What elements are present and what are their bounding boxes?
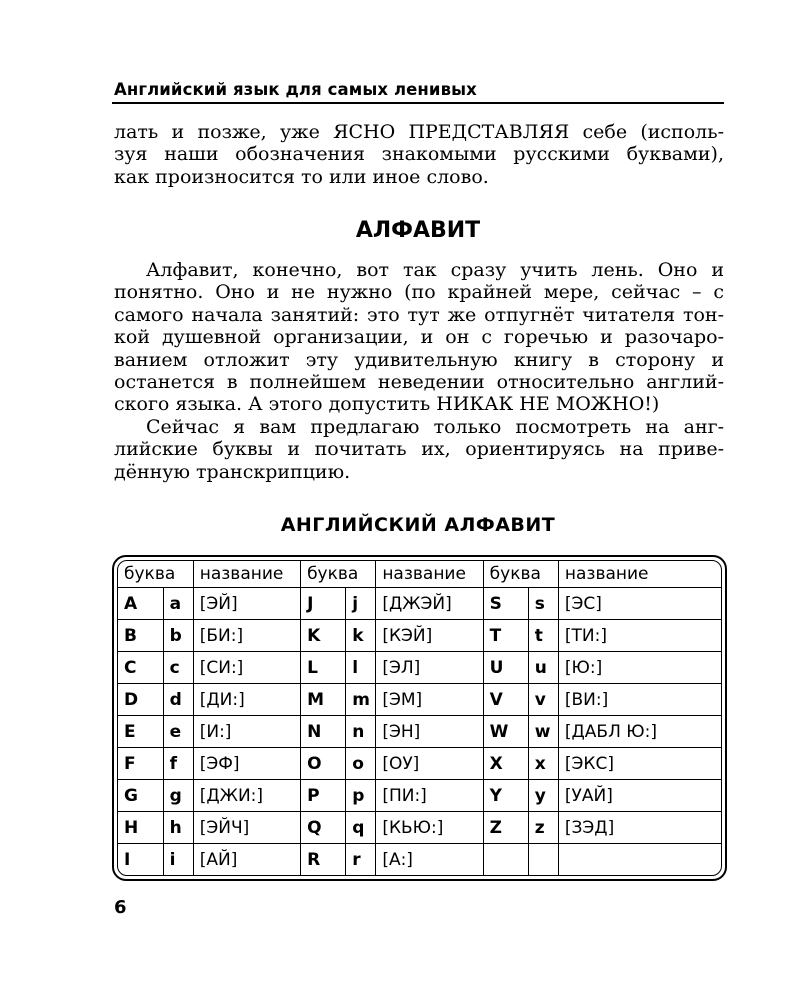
letter-name: [ЭМ] [376, 684, 483, 716]
column-header-letter: буква [301, 561, 376, 588]
lowercase-letter: t [528, 620, 558, 652]
uppercase-letter: T [483, 620, 528, 652]
uppercase-letter: M [301, 684, 346, 716]
letter-name: [БИ:] [193, 620, 300, 652]
alphabet-table-title: АНГЛИЙСКИЙ АЛФАВИТ [280, 514, 556, 536]
table-row [118, 780, 721, 812]
uppercase-letter: L [301, 652, 346, 684]
table-row [118, 652, 721, 684]
table-row [118, 716, 721, 748]
column-header-letter: буква [483, 561, 558, 588]
table-row [118, 588, 721, 620]
text-line: кой душевной организации, и он с горечью и разочаро- [114, 326, 724, 349]
column-header-letter: буква [118, 561, 193, 588]
paragraph-suggestion [114, 416, 724, 483]
lowercase-letter [528, 844, 558, 876]
letter-name: [СИ:] [193, 652, 300, 684]
page-number: 6 [114, 897, 127, 918]
lowercase-letter: m [346, 684, 376, 716]
uppercase-letter: K [301, 620, 346, 652]
letter-name: [АЙ] [193, 844, 300, 876]
lowercase-letter: q [346, 812, 376, 844]
lowercase-letter: h [163, 812, 193, 844]
text-line: ванием отложит эту удивительную книгу в сторону и [114, 348, 724, 371]
text-line: лать и позже, уже ЯСНО ПРЕДСТАВЛЯЯ себе (исполь- [114, 121, 724, 143]
uppercase-letter: J [301, 588, 346, 620]
lowercase-letter: y [528, 780, 558, 812]
letter-name: [ТИ:] [558, 620, 721, 652]
lowercase-letter: l [346, 652, 376, 684]
table-row [118, 748, 721, 780]
uppercase-letter: Y [483, 780, 528, 812]
letter-name: [ДАБЛ Ю:] [558, 716, 721, 748]
lowercase-letter: w [528, 716, 558, 748]
running-head: Английский язык для самых ленивых [114, 80, 477, 99]
letter-name: [КЭЙ] [376, 620, 483, 652]
paragraph-alphabet-intro [114, 259, 724, 416]
uppercase-letter: Z [483, 812, 528, 844]
uppercase-letter: Q [301, 812, 346, 844]
uppercase-letter: P [301, 780, 346, 812]
lowercase-letter: k [346, 620, 376, 652]
table-row [118, 812, 721, 844]
uppercase-letter: X [483, 748, 528, 780]
lowercase-letter: s [528, 588, 558, 620]
lowercase-letter: j [346, 588, 376, 620]
table-row [118, 620, 721, 652]
header-rule [112, 102, 724, 104]
letter-name: [А:] [376, 844, 483, 876]
letter-name: [ДЖЭЙ] [376, 588, 483, 620]
alphabet-table-frame [112, 555, 727, 881]
letter-name: [УАЙ] [558, 780, 721, 812]
lowercase-letter: x [528, 748, 558, 780]
letter-name [558, 844, 721, 876]
uppercase-letter: O [301, 748, 346, 780]
text-line: Сейчас я вам предлагаю только посмотреть на анг- [146, 416, 724, 438]
table-header-row [118, 561, 721, 588]
letter-name: [ЭФ] [193, 748, 300, 780]
lowercase-letter: v [528, 684, 558, 716]
uppercase-letter: U [483, 652, 528, 684]
letter-name: [КЬЮ:] [376, 812, 483, 844]
lowercase-letter: b [163, 620, 193, 652]
lowercase-letter: n [346, 716, 376, 748]
column-header-name: название [376, 561, 483, 588]
text-line: Алфавит, конечно, вот так сразу учить лень. Оно и [146, 259, 724, 281]
lowercase-letter: o [346, 748, 376, 780]
uppercase-letter [483, 844, 528, 876]
letter-name: [ВИ:] [558, 684, 721, 716]
text-line: как произносится то или иное слово. [114, 165, 489, 188]
uppercase-letter: I [118, 844, 163, 876]
letter-name: [ЭЙ] [193, 588, 300, 620]
table-row [118, 684, 721, 716]
uppercase-letter: N [301, 716, 346, 748]
uppercase-letter: C [118, 652, 163, 684]
lowercase-letter: a [163, 588, 193, 620]
letter-name: [ДИ:] [193, 684, 300, 716]
uppercase-letter: A [118, 588, 163, 620]
letter-name: [ЭН] [376, 716, 483, 748]
letter-name: [И:] [193, 716, 300, 748]
text-line: лийские буквы и почитать их, ориентируясь на приве- [114, 438, 724, 461]
text-line: самого начала занятий: это тут же отпугнёт читателя тон- [114, 303, 724, 326]
letter-name: [ЭС] [558, 588, 721, 620]
text-line: ского языка. А этого допустить НИКАК НЕ МОЖНО!) [114, 393, 660, 416]
text-line: останется в полнейшем неведении относительно англий- [114, 370, 724, 393]
column-header-name: название [193, 561, 300, 588]
letter-name: [Ю:] [558, 652, 721, 684]
uppercase-letter: G [118, 780, 163, 812]
uppercase-letter: B [118, 620, 163, 652]
lowercase-letter: d [163, 684, 193, 716]
letter-name: [ПИ:] [376, 780, 483, 812]
letter-name: [ДЖИ:] [193, 780, 300, 812]
alphabet-table [118, 561, 721, 876]
uppercase-letter: E [118, 716, 163, 748]
lowercase-letter: g [163, 780, 193, 812]
intro-paragraph [114, 121, 724, 188]
uppercase-letter: H [118, 812, 163, 844]
letter-name: [ЭЙЧ] [193, 812, 300, 844]
letter-name: [ЭКС] [558, 748, 721, 780]
letter-name: [ЗЭД] [558, 812, 721, 844]
lowercase-letter: i [163, 844, 193, 876]
lowercase-letter: u [528, 652, 558, 684]
uppercase-letter: F [118, 748, 163, 780]
lowercase-letter: c [163, 652, 193, 684]
uppercase-letter: V [483, 684, 528, 716]
alphabet-table-inner [117, 560, 722, 876]
lowercase-letter: f [163, 748, 193, 780]
uppercase-letter: W [483, 716, 528, 748]
lowercase-letter: z [528, 812, 558, 844]
section-title: АЛФАВИТ [355, 218, 481, 243]
uppercase-letter: D [118, 684, 163, 716]
column-header-name: название [558, 561, 721, 588]
text-line: дённую транскрипцию. [114, 460, 351, 483]
letter-name: [ЭЛ] [376, 652, 483, 684]
lowercase-letter: r [346, 844, 376, 876]
uppercase-letter: S [483, 588, 528, 620]
uppercase-letter: R [301, 844, 346, 876]
text-line: зуя наши обозначения знакомыми русскими буквами), [114, 143, 724, 166]
letter-name: [ОУ] [376, 748, 483, 780]
table-row [118, 844, 721, 876]
lowercase-letter: p [346, 780, 376, 812]
lowercase-letter: e [163, 716, 193, 748]
text-line: понятно. Оно и не нужно (по крайней мере, сейчас – с [114, 281, 724, 304]
